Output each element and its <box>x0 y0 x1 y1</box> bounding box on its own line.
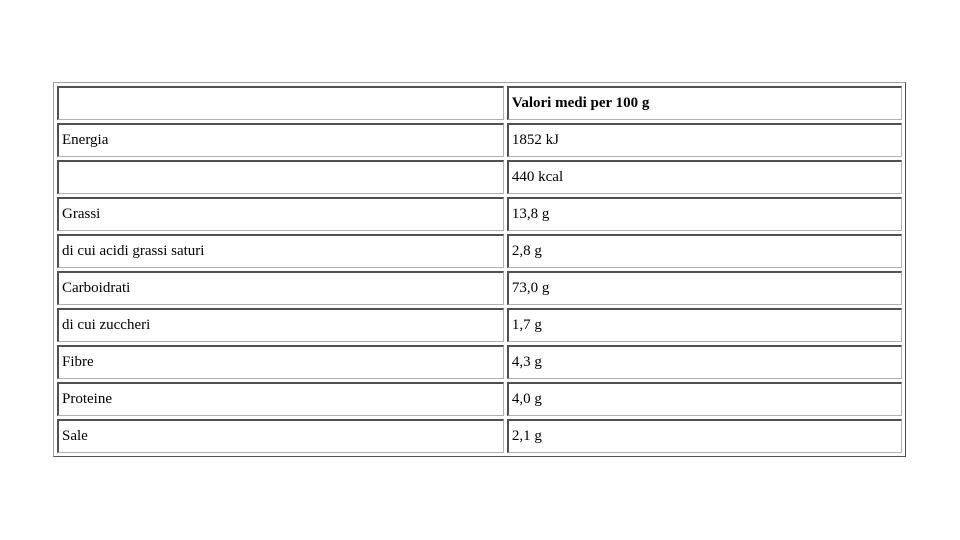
row-value-cell: 2,8 g <box>507 234 902 268</box>
row-label-cell: Grassi <box>57 197 504 231</box>
table-row <box>57 160 902 194</box>
row-value-cell: 4,3 g <box>507 345 902 379</box>
row-value-cell: 4,0 g <box>507 382 902 416</box>
table-row <box>57 123 902 157</box>
table-row <box>57 234 902 268</box>
row-value-cell: 1,7 g <box>507 308 902 342</box>
row-value-cell: 73,0 g <box>507 271 902 305</box>
row-label-cell: di cui zuccheri <box>57 308 504 342</box>
row-label-cell: Energia <box>57 123 504 157</box>
nutrition-table <box>53 82 906 457</box>
table-row <box>57 382 902 416</box>
row-value-cell: 1852 kJ <box>507 123 902 157</box>
row-label-cell: Proteine <box>57 382 504 416</box>
table-row <box>57 345 902 379</box>
row-value-cell: 13,8 g <box>507 197 902 231</box>
table-row <box>57 419 902 453</box>
table-row <box>57 308 902 342</box>
row-value-cell: 2,1 g <box>507 419 902 453</box>
table-header-row <box>57 86 902 120</box>
row-label-cell: Fibre <box>57 345 504 379</box>
row-label-cell <box>57 160 504 194</box>
table-row <box>57 271 902 305</box>
row-label-cell: Sale <box>57 419 504 453</box>
row-label-cell: Carboidrati <box>57 271 504 305</box>
table-row <box>57 197 902 231</box>
header-value-cell: Valori medi per 100 g <box>507 86 902 120</box>
row-value-cell: 440 kcal <box>507 160 902 194</box>
header-label-cell <box>57 86 504 120</box>
row-label-cell: di cui acidi grassi saturi <box>57 234 504 268</box>
